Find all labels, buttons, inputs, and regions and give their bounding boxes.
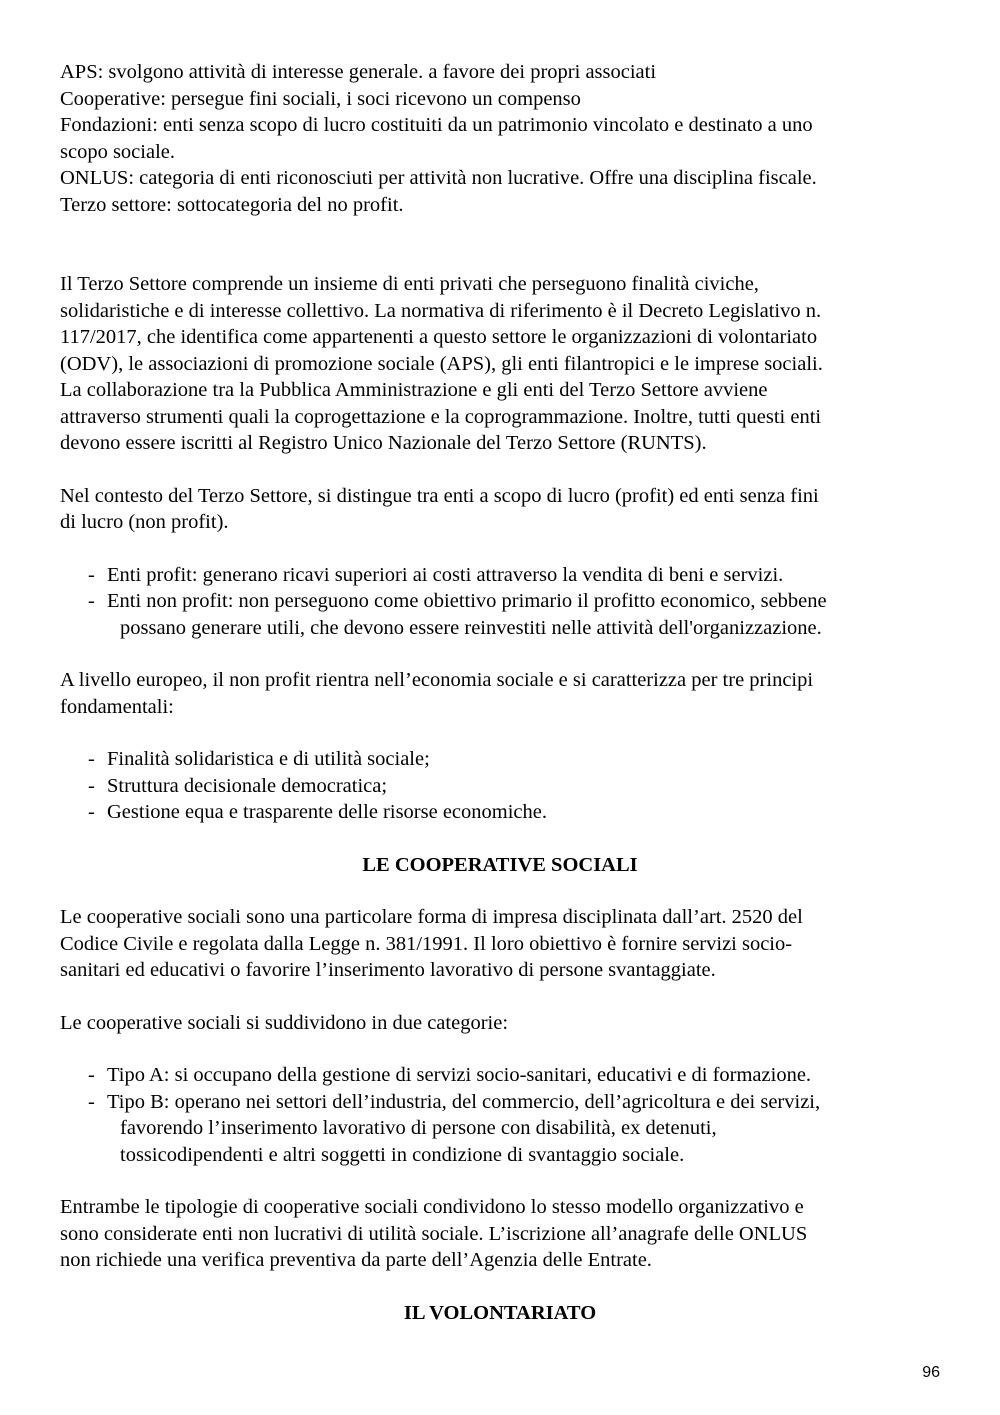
list-principi bbox=[60, 746, 940, 826]
definition-line: APS: svolgono attività di interesse generale. a favore dei propri associati bbox=[60, 61, 657, 83]
paragraph-line: Le cooperative sociali si suddividono in due categorie: bbox=[60, 1011, 509, 1034]
paragraph-line: Entrambe le tipologie di cooperative sociali condividono lo stesso modello organizzativo e bbox=[60, 1196, 804, 1218]
paragraph-terzo-settore bbox=[60, 271, 940, 457]
list-item: - Struttura decisionale democratica; bbox=[88, 773, 940, 800]
paragraph-economia-sociale bbox=[60, 667, 940, 720]
definition-line: ONLUS: categoria di enti riconosciuti per attività non lucrative. Offre una disciplina fiscale. bbox=[60, 167, 817, 189]
paragraph-line: Le cooperative sociali sono una particolare forma di impresa disciplinata dall’art. 2520 del bbox=[60, 906, 803, 928]
paragraph-line: Il Terzo Settore comprende un insieme di enti privati che perseguono finalità civiche, bbox=[60, 273, 759, 295]
paragraph-line: non richiede una verifica preventiva da parte dell’Agenzia delle Entrate. bbox=[60, 1249, 652, 1271]
paragraph-line: di lucro (non profit). bbox=[60, 511, 229, 533]
definition-line: scopo sociale. bbox=[60, 140, 175, 163]
paragraph-line: Codice Civile e regolata dalla Legge n. 381/1991. Il loro obiettivo è fornire servizi socio- bbox=[60, 932, 793, 955]
list-item: - Gestione equa e trasparente delle risorse economiche. bbox=[88, 799, 940, 826]
paragraph-line: Nel contesto del Terzo Settore, si distingue tra enti a scopo di lucro (profit) ed enti senza fini bbox=[60, 484, 819, 507]
paragraph-line: sono considerate enti non lucrativi di utilità sociale. L’iscrizione all’anagrafe delle ONLUS bbox=[60, 1222, 808, 1245]
list-item: - Enti non profit: non perseguono come obiettivo primario il profitto economico, sebbene possano generare utili, che devono essere reinvestiti nelle attività dell'organizzazione. bbox=[88, 590, 827, 639]
paragraph-line: 117/2017, che identifica come appartenenti a questo settore le organizzazioni di volontariato bbox=[60, 326, 818, 348]
dash-marker: - bbox=[88, 1064, 95, 1086]
page-number: 96 bbox=[922, 1364, 940, 1381]
paragraph-line: A livello europeo, il non profit rientra nell’economia sociale e si caratterizza per tre principi bbox=[60, 669, 814, 691]
definition-line: Cooperative: persegue fini sociali, i soci ricevono un compenso bbox=[60, 87, 581, 110]
list-tipi bbox=[60, 1062, 940, 1168]
list-item: - Enti profit: generano ricavi superiori ai costi attraverso la vendita di beni e servizi. bbox=[88, 562, 940, 589]
paragraph-line: fondamentali: bbox=[60, 695, 174, 718]
section-heading: IL VOLONTARIATO bbox=[403, 1301, 597, 1324]
dash-marker: - bbox=[88, 774, 95, 797]
list-item: - Tipo A: si occupano della gestione di servizi socio-sanitari, educativi e di formazione. bbox=[88, 1062, 940, 1089]
paragraph-line: solidaristiche e di interesse collettivo. La normativa di riferimento è il Decreto Legislativo n. bbox=[60, 299, 822, 322]
document-page bbox=[60, 59, 940, 1326]
list-item: - Tipo B: operano nei settori dell’industria, del commercio, dell’agricoltura e dei servizi, favorendo l’inserimento lavorativo di persone con disabilità, ex detenuti, tossicodipendenti e altri soggetti in condizione di svantaggio sociale. bbox=[88, 1090, 821, 1166]
paragraph-cooperative bbox=[60, 904, 940, 984]
dash-marker: - bbox=[88, 1090, 95, 1113]
section-heading: LE COOPERATIVE SOCIALI bbox=[362, 853, 638, 876]
paragraph-categorie bbox=[60, 1010, 940, 1037]
dash-marker: - bbox=[88, 563, 95, 586]
paragraph-line: devono essere iscritti al Registro Unico Nazionale del Terzo Settore (RUNTS). bbox=[60, 432, 707, 454]
paragraph-tipologie bbox=[60, 1194, 940, 1274]
definition-line: Terzo settore: sottocategoria del no profit. bbox=[60, 193, 404, 216]
paragraph-line: attraverso strumenti quali la coprogettazione e la coprogrammazione. Inoltre, tutti questi enti bbox=[60, 405, 822, 428]
dash-marker: - bbox=[88, 801, 95, 823]
dash-marker: - bbox=[88, 748, 95, 770]
definitions-block bbox=[60, 59, 940, 218]
paragraph-line: sanitari ed educativi o favorire l’inserimento lavorativo di persone svantaggiate. bbox=[60, 959, 716, 981]
paragraph-profit-nonprofit bbox=[60, 483, 940, 536]
dash-marker: - bbox=[88, 590, 95, 612]
list-item: - Finalità solidaristica e di utilità sociale; bbox=[88, 746, 940, 773]
paragraph-line: (ODV), le associazioni di promozione sociale (APS), gli enti filantropici e le imprese sociali. bbox=[60, 352, 823, 375]
list-enti bbox=[60, 562, 940, 642]
definition-line: Fondazioni: enti senza scopo di lucro costituiti da un patrimonio vincolato e destinato a uno bbox=[60, 114, 813, 136]
paragraph-line: La collaborazione tra la Pubblica Amministrazione e gli enti del Terzo Settore avviene bbox=[60, 379, 768, 401]
